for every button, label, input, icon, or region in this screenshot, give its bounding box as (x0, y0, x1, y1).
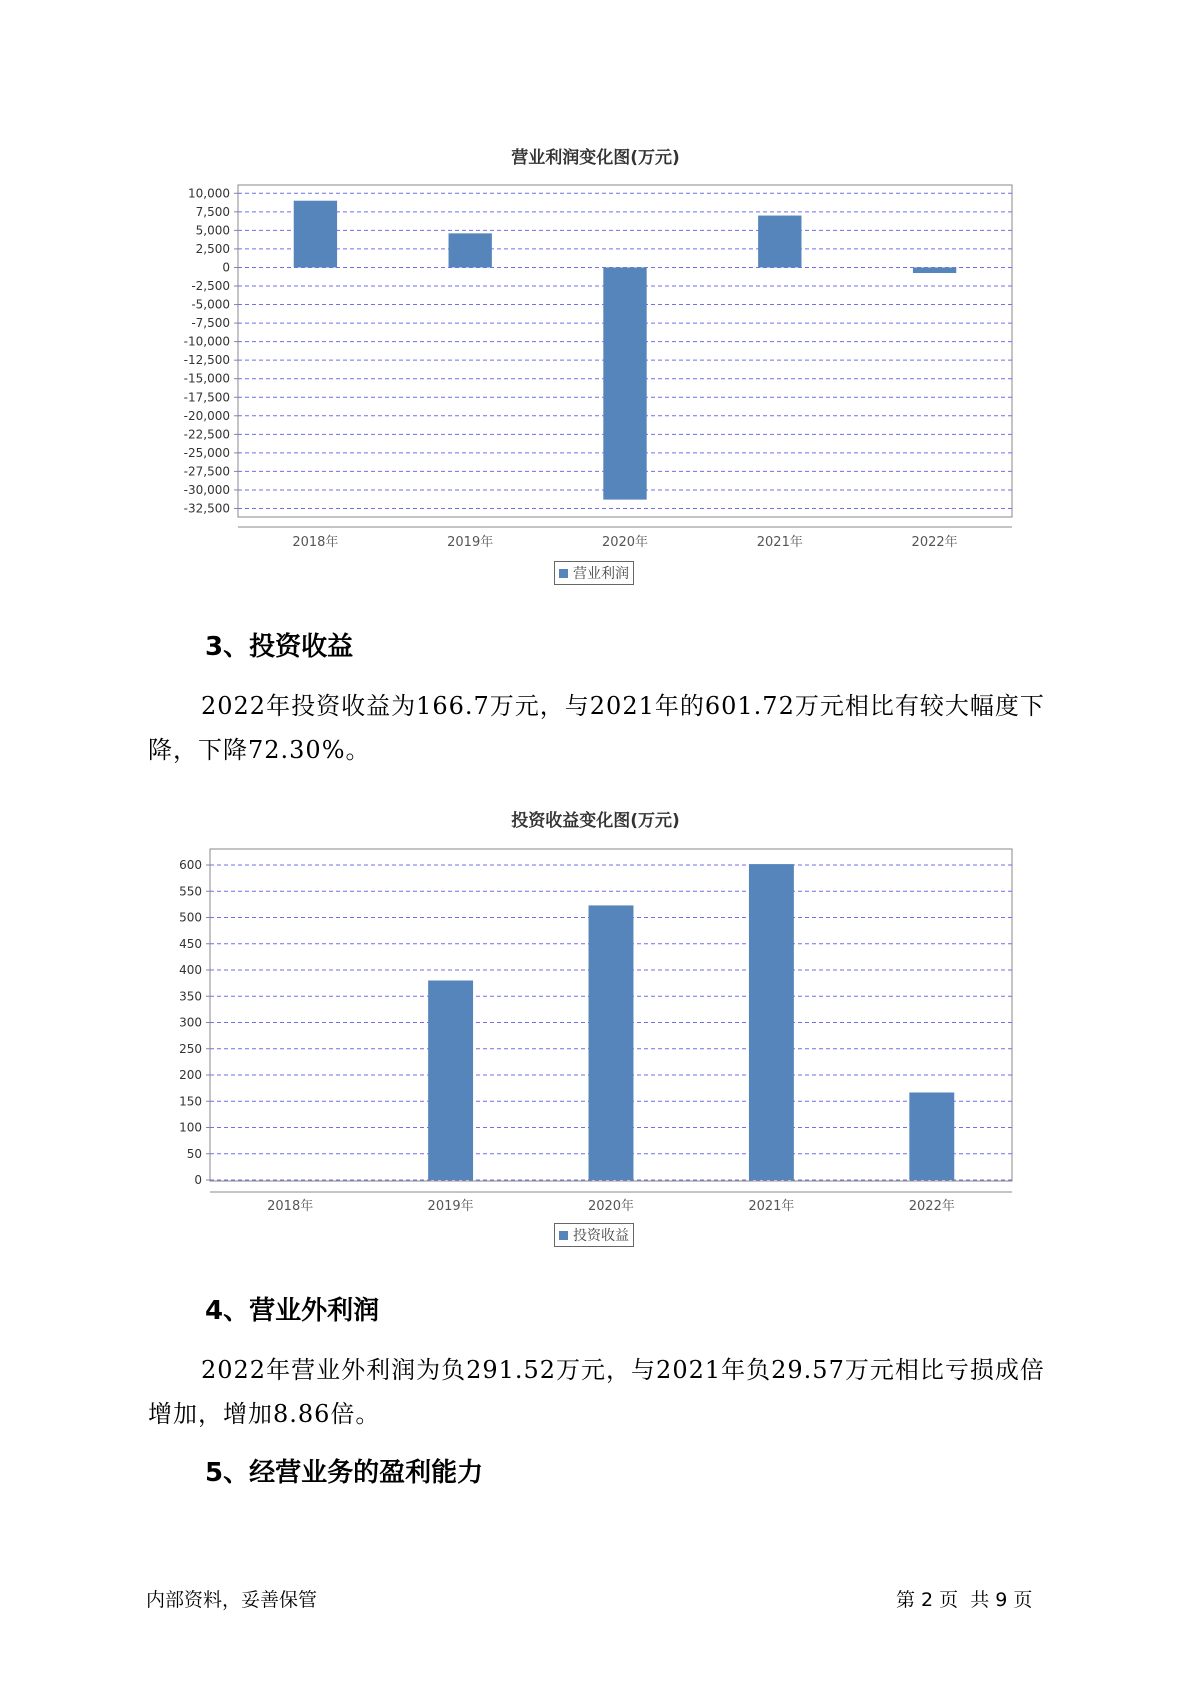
y-tick-label: -32,500 (183, 501, 230, 516)
y-tick-label: -30,000 (183, 482, 230, 497)
y-tick-label: 250 (179, 1041, 202, 1056)
y-tick-label: 0 (194, 1173, 202, 1187)
chart-title-operating-profit: 营业利润变化图(万元) (511, 148, 680, 168)
x-tick-label: 2020年 (587, 1199, 635, 1214)
y-tick-label: -7,500 (191, 316, 230, 331)
section-3-paragraph: 2022年投资收益为166.7万元，与2021年的601.72万元相比有较大幅度下降，下降72.30%。 (148, 692, 1045, 764)
y-tick-label: -12,500 (183, 353, 230, 368)
bar-2020年 (589, 905, 634, 1180)
y-tick-label: -2,500 (191, 279, 230, 294)
legend-label: 投资收益 (573, 1228, 629, 1244)
y-tick-label: -20,000 (183, 408, 230, 423)
footer-page-number: 第 2 页 共 9 页 (896, 1589, 1033, 1611)
legend-investment-income (554, 1223, 634, 1247)
chart-title-investment-income: 投资收益变化图(万元) (511, 811, 680, 831)
y-tick-label: 5,000 (195, 223, 230, 238)
x-tick-label: 2021年 (756, 535, 803, 550)
y-tick-label: 450 (179, 936, 202, 951)
x-tick-label: 2019年 (427, 1199, 474, 1214)
y-tick-label: 200 (179, 1068, 202, 1082)
y-tick-label: 7,500 (195, 204, 230, 219)
y-tick-label: -25,000 (183, 445, 230, 460)
section-5-heading: 5、经营业务的盈利能力 (205, 1458, 484, 1488)
y-tick-label: -5,000 (191, 297, 230, 312)
section-4-paragraph: 2022年营业外利润为负291.52万元，与2021年负29.57万元相比亏损成倍增加，增加8.86倍。 (148, 1356, 1045, 1428)
x-tick-label: 2020年 (601, 535, 649, 550)
y-tick-label: -10,000 (183, 334, 230, 349)
y-tick-label: 600 (179, 858, 202, 872)
y-tick-label: 2,500 (195, 241, 230, 256)
y-tick-label: 10,000 (188, 186, 230, 201)
y-tick-label: 0 (222, 260, 230, 275)
x-tick-label: 2019年 (447, 535, 494, 550)
x-tick-label: 2022年 (911, 535, 958, 550)
y-tick-label: 300 (179, 1015, 202, 1030)
y-tick-label: 150 (179, 1094, 202, 1109)
y-tick-label: -17,500 (183, 390, 230, 405)
legend-label: 营业利润 (573, 566, 629, 582)
x-tick-label: 2022年 (908, 1199, 955, 1214)
bar-2022年 (909, 1092, 954, 1180)
bar-2019年 (428, 981, 473, 1181)
x-tick-label: 2021年 (748, 1199, 795, 1214)
x-tick-label: 2018年 (267, 1199, 314, 1214)
x-tick-label: 2018年 (292, 535, 339, 550)
y-tick-label: 400 (179, 963, 202, 977)
y-tick-label: 50 (186, 1146, 202, 1161)
y-tick-label: -15,000 (183, 371, 230, 386)
y-tick-label: -27,500 (183, 464, 230, 479)
bar-2021年 (749, 864, 794, 1180)
legend-swatch-icon (559, 1231, 568, 1240)
section-3-heading: 3、投资收益 (205, 632, 354, 662)
y-tick-label: 100 (179, 1120, 202, 1135)
section-4-heading: 4、营业外利润 (205, 1296, 380, 1326)
y-tick-label: 350 (179, 989, 202, 1004)
y-tick-label: -22,500 (183, 427, 230, 442)
footer-confidential-note: 内部资料，妥善保管 (146, 1589, 318, 1611)
y-tick-label: 550 (179, 884, 202, 899)
y-tick-label: 500 (179, 910, 202, 925)
